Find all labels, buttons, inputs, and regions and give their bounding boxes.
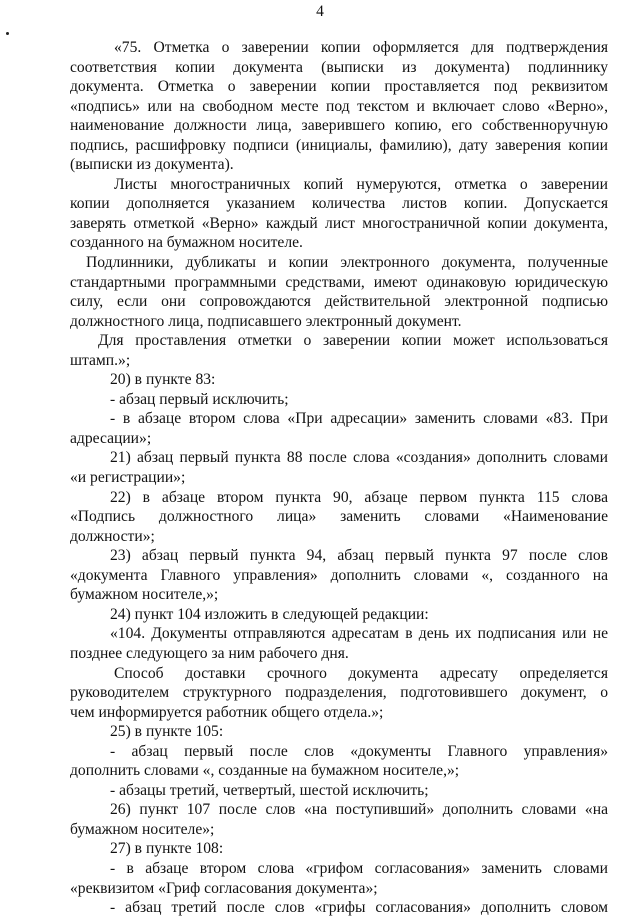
text-line: заверять отметкой «Верно» каждый лист многостраничной копии документа, xyxy=(70,214,608,232)
text-line: «75. Отметка о заверении копии оформляется для подтверждения xyxy=(114,39,608,56)
text-line: «документа Главного управления» дополнить словами «, созданного на xyxy=(70,566,608,584)
text-line: - абзац третий после слов «грифы согласования» дополнить словом xyxy=(110,899,608,917)
text-line: 25) в пункте 105: xyxy=(110,723,224,741)
text-line: «и регистрации»; xyxy=(70,469,186,487)
text-line: «Подпись должностного лица» заменить словами «Наименование xyxy=(70,508,608,526)
text-line: стандартными программными средствами, имеют одинаковую юридическую xyxy=(70,273,608,291)
text-line: Способ доставки срочного документа адресату определяется xyxy=(114,664,608,682)
text-line: 27) в пункте 108: xyxy=(110,840,224,858)
text-line: «реквизитом «Гриф согласования документа»; xyxy=(70,879,378,897)
text-line: созданного на бумажном носителе. xyxy=(70,234,303,252)
scan-dot xyxy=(6,32,9,35)
text-line: Подлинники, дубликаты и копии электронного документа, полученные xyxy=(86,254,608,272)
text-line: 22) в абзаце втором пункта 90, абзаце первом пункта 115 слова xyxy=(110,488,608,506)
text-line: 20) в пункте 83: xyxy=(110,371,216,389)
text-line: соответствия копии документа (выписки из документа) подлиннику xyxy=(70,58,608,76)
text-line: бумажном носителе,»; xyxy=(70,586,219,604)
page-number: 4 xyxy=(316,3,324,20)
text-line: должности»; xyxy=(70,527,155,545)
text-line: 23) абзац первый пункта 94, абзац первый пункта 97 после слов xyxy=(110,547,608,565)
text-line: наименование должности лица, заверившего копию, его собственноручную xyxy=(70,117,608,135)
text-line: бумажном носителе»; xyxy=(70,820,215,838)
text-line: - абзац первый после слов «документы Главного управления» xyxy=(110,742,608,760)
text-line: - абзацы третий, четвертый, шестой исключить; xyxy=(110,781,429,799)
text-line: Для проставления отметки о заверении копии может использоваться xyxy=(98,332,608,350)
text-line: силу, если они сопровождаются действительной электронной подписью xyxy=(70,293,608,311)
text-line: Листы многостраничных копий нумеруются, отметка о заверении xyxy=(114,175,608,193)
text-line: - в абзаце втором слова «При адресации» заменить словами «83. При xyxy=(110,410,608,428)
text-line: - в абзаце втором слова «грифом согласования» заменить словами xyxy=(110,859,608,877)
text-line: «подпись» или на свободном месте под текстом и включает слово «Верно», xyxy=(70,97,608,115)
text-line: - абзац первый исключить; xyxy=(110,390,289,408)
text-line: позднее следующего за ним рабочего дня. xyxy=(70,644,349,662)
text-line: подпись, расшифровку подписи (инициалы, фамилию), дату заверения копии xyxy=(70,136,608,154)
document-body xyxy=(70,38,608,918)
text-line: дополнить словами «, созданные на бумажном носителе,»; xyxy=(70,762,460,780)
text-line: 21) абзац первый пункта 88 после слова «создания» дополнить словами xyxy=(110,449,608,467)
text-line: должностного лица, подписавшего электронный документ. xyxy=(70,312,462,330)
text-line: адресации»; xyxy=(70,429,152,447)
text-line: штамп.»; xyxy=(70,351,131,369)
text-line: 26) пункт 107 после слов «на поступивший» дополнить словами «на xyxy=(110,801,608,819)
text-line: (выписки из документа). xyxy=(70,156,234,174)
text-line: «104. Документы отправляются адресатам в день их подписания или не xyxy=(110,625,608,643)
text-line: руководителем структурного подразделения, подготовившего документ, о xyxy=(70,684,608,702)
text-line: 24) пункт 104 изложить в следующей редакции: xyxy=(110,605,429,623)
text-line: чем информируется работник общего отдела.»; xyxy=(70,703,384,721)
text-line: копии дополняется указанием количества листов копии. Допускается xyxy=(70,195,608,213)
text-line: документа. Отметка о заверении копии проставляется под реквизитом xyxy=(70,78,608,96)
